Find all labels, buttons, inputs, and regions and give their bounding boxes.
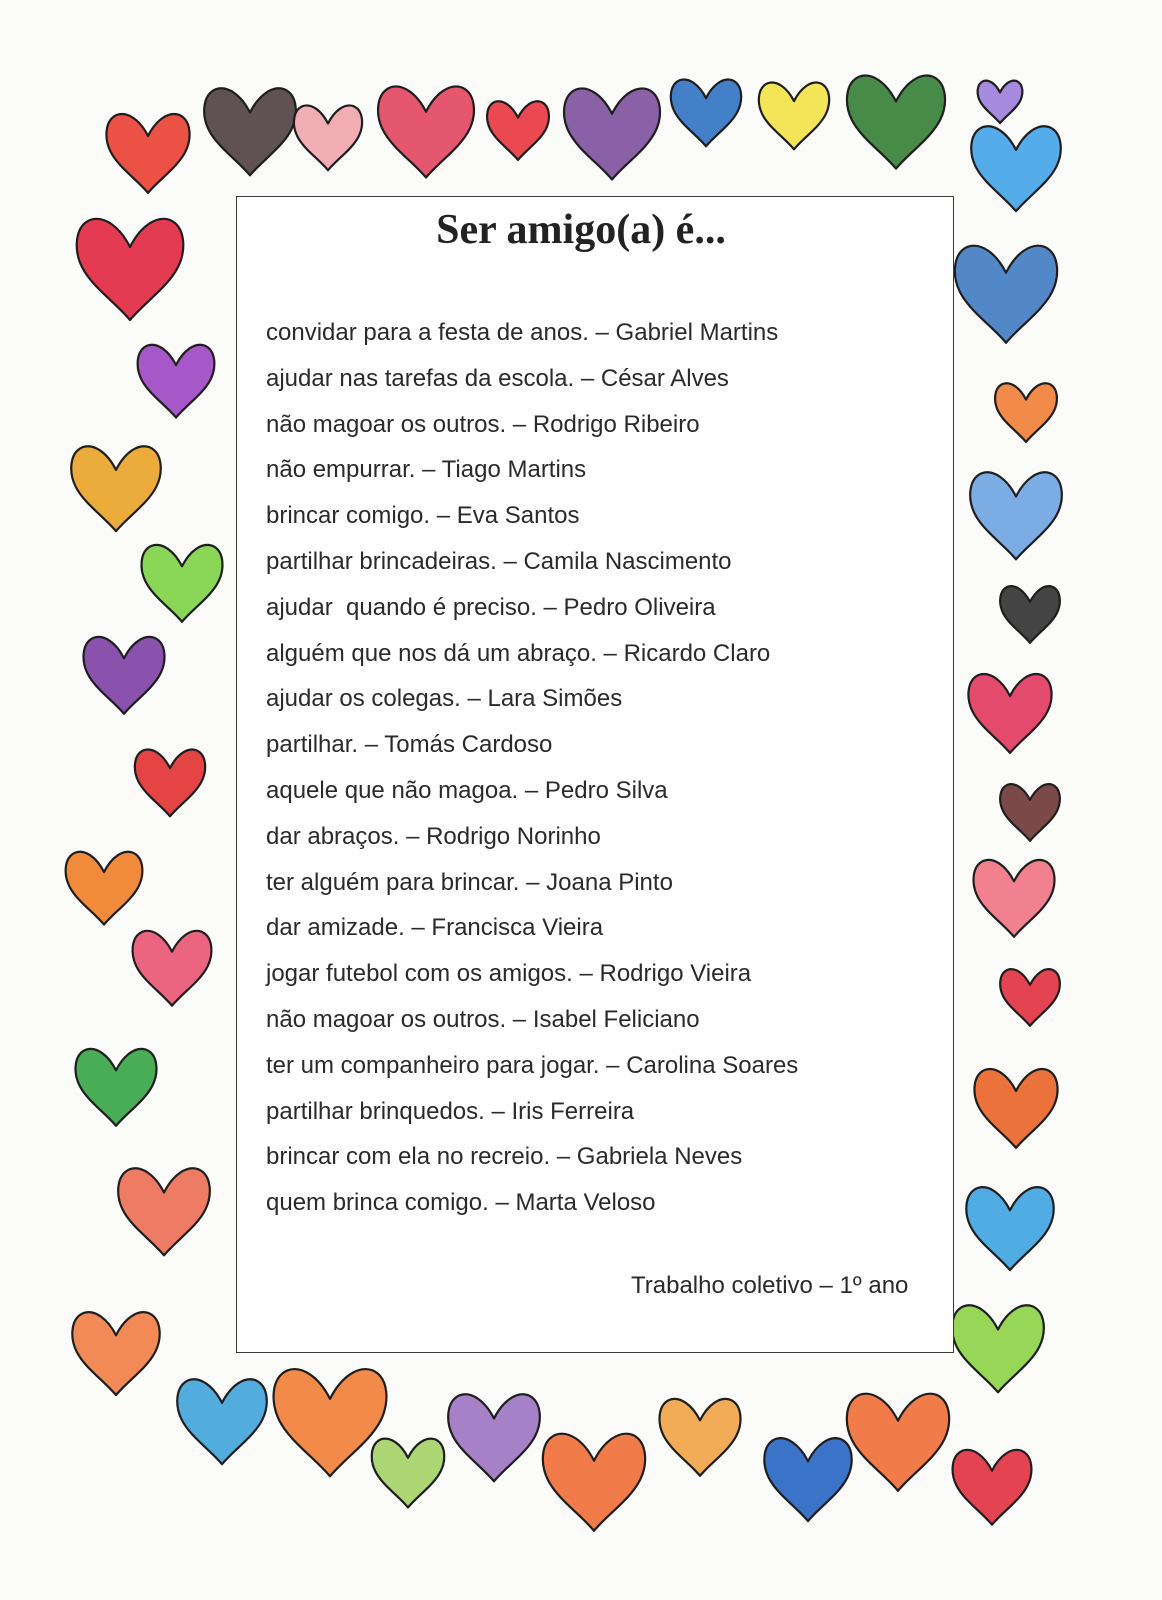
heart-icon xyxy=(974,1069,1057,1148)
heart-icon xyxy=(764,1438,851,1521)
list-item: brincar com ela no recreio. – Gabriela Neves xyxy=(266,1143,743,1171)
heart-icon xyxy=(952,1305,1044,1392)
footer-credit: Trabalho coletivo – 1º ano xyxy=(631,1272,909,1299)
heart-icon xyxy=(1000,969,1060,1026)
heart-icon xyxy=(564,88,660,179)
heart-icon xyxy=(968,674,1051,753)
heart-icon xyxy=(135,750,205,817)
list-item: partilhar. – Tomás Cardoso xyxy=(266,731,553,759)
heart-icon xyxy=(995,383,1057,442)
heart-icon xyxy=(660,1399,741,1476)
page-title: Ser amigo(a) é... xyxy=(436,207,726,253)
heart-icon xyxy=(759,83,829,150)
list-item: dar amizade. – Francisca Vieira xyxy=(266,914,604,942)
heart-icon xyxy=(378,86,474,177)
heart-icon xyxy=(66,852,143,925)
list-item: partilhar brincadeiras. – Camila Nascimento xyxy=(266,547,732,575)
list-item: ajudar quando é preciso. – Pedro Oliveira xyxy=(266,593,716,621)
heart-icon xyxy=(971,126,1060,211)
list-item: aquele que não magoa. – Pedro Silva xyxy=(266,776,668,804)
heart-icon xyxy=(448,1394,540,1481)
list-item: dar abraços. – Rodrigo Norinho xyxy=(266,822,601,850)
heart-icon xyxy=(671,80,741,147)
heart-icon xyxy=(106,114,189,193)
heart-icon xyxy=(1000,586,1060,643)
list-item: convidar para a festa de anos. – Gabriel Martins xyxy=(266,319,779,346)
heart-icon xyxy=(847,76,945,169)
heart-icon xyxy=(84,637,165,714)
list-item: ter um companheiro para jogar. – Carolina Soares xyxy=(266,1051,799,1079)
list-item: alguém que nos dá um abraço. – Ricardo Claro xyxy=(266,639,771,667)
heart-icon xyxy=(978,81,1023,123)
heart-icon xyxy=(847,1394,949,1491)
heart-icon xyxy=(142,545,223,622)
heart-icon xyxy=(970,472,1062,559)
list-item: partilhar brinquedos. – Iris Ferreira xyxy=(266,1097,635,1125)
heart-icon xyxy=(955,246,1057,343)
heart-icon xyxy=(177,1379,266,1464)
list-item: não empurrar. – Tiago Martins xyxy=(266,456,587,484)
heart-icon xyxy=(118,1168,210,1255)
heart-icon xyxy=(72,1312,159,1395)
heart-icon xyxy=(133,931,212,1006)
list-item: ajudar nas tarefas da escola. – César Alves xyxy=(266,364,729,392)
heart-icon xyxy=(487,101,549,160)
heart-icon xyxy=(274,1369,387,1476)
heart-icon xyxy=(76,1049,157,1126)
list-item: ter alguém para brincar. – Joana Pinto xyxy=(266,868,673,896)
heart-icon xyxy=(966,1187,1053,1270)
heart-icon xyxy=(543,1434,645,1531)
heart-icon xyxy=(953,1450,1032,1525)
heart-icon xyxy=(372,1439,444,1508)
heart-icon xyxy=(974,860,1055,937)
heart-icon xyxy=(1000,784,1060,841)
list-item: quem brinca comigo. – Marta Veloso xyxy=(266,1189,656,1217)
heart-icon xyxy=(71,446,160,531)
list-item: não magoar os outros. – Isabel Feliciano xyxy=(266,1005,700,1033)
list-item: brincar comigo. – Eva Santos xyxy=(266,502,580,530)
list-item: não magoar os outros. – Rodrigo Ribeiro xyxy=(266,410,700,438)
heart-icon xyxy=(294,105,362,170)
list-item: ajudar os colegas. – Lara Simões xyxy=(266,685,623,713)
friendship-list xyxy=(266,310,798,1226)
heart-icon xyxy=(138,345,215,418)
list-item: jogar futebol com os amigos. – Rodrigo Vieira xyxy=(266,960,752,988)
heart-icon xyxy=(204,88,296,175)
